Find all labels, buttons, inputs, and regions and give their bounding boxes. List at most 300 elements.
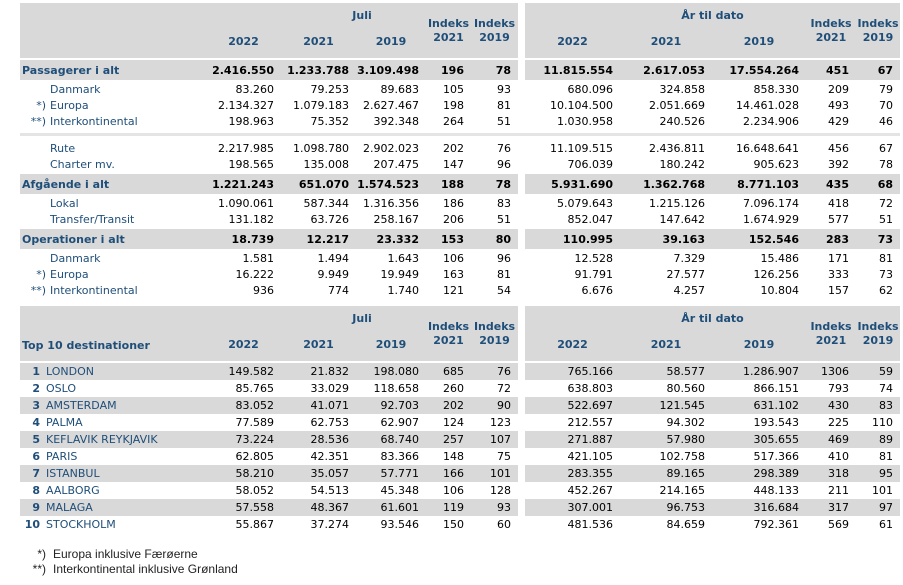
value-cell: 51 <box>497 114 511 128</box>
value-cell: 258.167 <box>373 212 419 226</box>
year-header: 2019 <box>712 25 806 58</box>
value-cell: 97 <box>856 499 900 516</box>
value-cell: 2.436.811 <box>649 141 705 155</box>
group-separator <box>518 431 525 448</box>
destination-label: LONDON <box>46 365 94 378</box>
value-cell: 631.102 <box>712 397 806 414</box>
destination-label: ISTANBUL <box>46 467 100 480</box>
value-cell: 1.098.780 <box>293 141 349 155</box>
value-cell: 78 <box>879 157 893 171</box>
value-cell: 150 <box>443 518 464 531</box>
value-cell: 392 <box>828 157 849 171</box>
value-cell: 6.676 <box>581 283 613 297</box>
group-separator <box>518 465 525 482</box>
value-cell: 80 <box>471 229 518 249</box>
value-cell: 316.684 <box>712 499 806 516</box>
value-cell: 72 <box>497 382 511 395</box>
group-separator <box>518 156 525 172</box>
value-cell: 2.051.669 <box>649 98 705 112</box>
traffic-totals-body <box>20 60 903 298</box>
year-header: 2019 <box>356 328 426 361</box>
top10-body <box>20 363 903 533</box>
value-cell: 153 <box>426 229 471 249</box>
value-cell: 37.274 <box>310 518 349 531</box>
value-cell: 317 <box>806 499 856 516</box>
value-cell: 78 <box>471 174 518 194</box>
value-cell: 7.096.174 <box>743 196 799 210</box>
value-cell: 429 <box>828 114 849 128</box>
value-cell: 180.242 <box>659 157 705 171</box>
value-cell: 123 <box>490 416 511 429</box>
table-row <box>20 113 900 129</box>
value-cell: 2.617.053 <box>620 60 712 80</box>
value-cell: 79 <box>879 82 893 96</box>
value-cell: 101 <box>471 465 518 482</box>
row-label-cell <box>20 156 206 172</box>
value-cell: 12.217 <box>281 229 356 249</box>
table-row <box>20 174 900 194</box>
footnote-text: Europa inklusive Færøerne <box>53 547 198 561</box>
value-cell: 62.753 <box>310 416 349 429</box>
group-separator <box>518 113 525 129</box>
year-header: 2022 <box>206 328 281 361</box>
value-cell: 19.949 <box>380 267 419 281</box>
value-cell: 57.980 <box>620 431 712 448</box>
value-cell: 651.070 <box>281 174 356 194</box>
year-header: 2021 <box>620 25 712 58</box>
value-cell: 85.765 <box>235 382 274 395</box>
value-cell: 93 <box>497 82 511 96</box>
value-cell: 2.416.550 <box>206 60 281 80</box>
value-cell: 106 <box>443 251 464 265</box>
value-cell: 706.039 <box>567 157 613 171</box>
value-cell: 46 <box>879 114 893 128</box>
rank-number: 5 <box>32 433 40 446</box>
value-cell: 68.740 <box>356 431 426 448</box>
value-cell: 1.030.958 <box>557 114 613 128</box>
value-cell: 124 <box>443 416 464 429</box>
rank-number: 6 <box>32 450 40 463</box>
value-cell: 211 <box>828 484 849 497</box>
value-cell: 16.648.641 <box>736 141 799 155</box>
value-cell: 76 <box>497 141 511 155</box>
value-cell: 198.963 <box>228 114 274 128</box>
value-cell: 685 <box>426 363 471 380</box>
row-label: Operationer i alt <box>22 232 125 246</box>
group-separator <box>518 81 525 97</box>
value-cell: 48.367 <box>281 499 356 516</box>
value-cell: 1.574.523 <box>356 174 426 194</box>
value-cell: 5.079.643 <box>557 196 613 210</box>
value-cell: 95 <box>856 465 900 482</box>
destination-label: MALAGA <box>46 501 93 514</box>
index-header: Indeks 2019 <box>471 3 518 58</box>
group-separator <box>518 282 525 298</box>
group-separator <box>518 195 525 211</box>
value-cell: 430 <box>806 397 856 414</box>
row-label-cell <box>20 140 206 156</box>
value-cell: 333 <box>828 267 849 281</box>
row-label-cell <box>20 211 206 227</box>
value-cell: 148 <box>443 450 464 463</box>
group-separator <box>518 140 525 156</box>
value-cell: 1.581 <box>242 251 274 265</box>
section-divider <box>20 133 900 136</box>
value-cell: 41.071 <box>281 397 356 414</box>
value-cell: 58.577 <box>620 363 712 380</box>
value-cell: 517.366 <box>753 450 799 463</box>
value-cell: 638.803 <box>567 382 613 395</box>
row-label-cell <box>20 113 206 129</box>
table-row <box>20 81 900 97</box>
value-cell: 8.771.103 <box>712 174 806 194</box>
value-cell: 318 <box>806 465 856 482</box>
value-cell: 198 <box>443 98 464 112</box>
value-cell: 67 <box>856 60 900 80</box>
year-header: 2022 <box>525 328 620 361</box>
value-cell: 63.726 <box>310 212 349 226</box>
value-cell: 1.079.183 <box>293 98 349 112</box>
value-cell: 774 <box>328 283 349 297</box>
value-cell: 2.234.906 <box>743 114 799 128</box>
value-cell: 858.330 <box>753 82 799 96</box>
value-cell: 418 <box>828 196 849 210</box>
table-row <box>20 140 900 156</box>
table-row <box>20 282 900 298</box>
footnotes <box>0 547 903 577</box>
table-row <box>20 431 900 448</box>
value-cell: 89.683 <box>380 82 419 96</box>
value-cell: 149.582 <box>206 363 281 380</box>
value-cell: 152.546 <box>712 229 806 249</box>
month-group-header: Juli <box>206 3 518 25</box>
value-cell: 77.589 <box>235 416 274 429</box>
footnote-text: Interkontinental inklusive Grønland <box>53 562 238 576</box>
ytd-group-header: År til dato <box>525 3 900 25</box>
value-cell: 102.758 <box>659 450 705 463</box>
value-cell: 852.047 <box>567 212 613 226</box>
index-header: Indeks 2021 <box>426 306 471 361</box>
value-cell: 1.233.788 <box>281 60 356 80</box>
value-cell: 456 <box>828 141 849 155</box>
value-cell: 392.348 <box>373 114 419 128</box>
value-cell: 54.513 <box>310 484 349 497</box>
value-cell: 121.545 <box>620 397 712 414</box>
value-cell: 61 <box>879 518 893 531</box>
value-cell: 28.536 <box>281 431 356 448</box>
value-cell: 163 <box>443 267 464 281</box>
row-label-cell <box>20 60 206 80</box>
index-header: Indeks 2021 <box>806 306 856 361</box>
value-cell: 35.057 <box>281 465 356 482</box>
value-cell: 166 <box>426 465 471 482</box>
year-header: 2021 <box>620 328 712 361</box>
value-cell: 18.739 <box>206 229 281 249</box>
year-header: 2019 <box>712 328 806 361</box>
value-cell: 70 <box>879 98 893 112</box>
value-cell: 74 <box>879 382 893 395</box>
row-label: Europa <box>50 98 89 112</box>
row-label-cell <box>20 250 206 266</box>
table-row <box>20 60 900 80</box>
value-cell: 89.165 <box>620 465 712 482</box>
group-separator <box>518 266 525 282</box>
row-label-cell <box>20 397 206 414</box>
table-row <box>20 211 900 227</box>
value-cell: 57.558 <box>206 499 281 516</box>
value-cell: 1.674.929 <box>743 212 799 226</box>
value-cell: 522.697 <box>525 397 620 414</box>
value-cell: 51 <box>497 212 511 226</box>
group-separator <box>518 229 525 249</box>
value-cell: 84.659 <box>666 518 705 531</box>
value-cell: 1.494 <box>317 251 349 265</box>
value-cell: 89 <box>856 431 900 448</box>
value-cell: 73 <box>879 267 893 281</box>
value-cell: 83.052 <box>206 397 281 414</box>
value-cell: 1.740 <box>387 283 419 297</box>
value-cell: 58.052 <box>235 484 274 497</box>
row-label-cell <box>20 195 206 211</box>
row-label: Passagerer i alt <box>22 63 120 77</box>
value-cell: 2.134.327 <box>218 98 274 112</box>
value-cell: 1.221.243 <box>206 174 281 194</box>
row-label: Danmark <box>50 82 101 96</box>
rank-number: 4 <box>32 416 40 429</box>
value-cell: 792.361 <box>753 518 799 531</box>
value-cell: 14.461.028 <box>736 98 799 112</box>
value-cell: 60 <box>497 518 511 531</box>
value-cell: 936 <box>253 283 274 297</box>
row-label-cell <box>20 363 206 380</box>
group-separator <box>518 211 525 227</box>
value-cell: 110.995 <box>525 229 620 249</box>
footnote-line <box>0 562 903 577</box>
group-separator <box>518 306 525 361</box>
destination-label: AMSTERDAM <box>46 399 117 412</box>
footnote-marker: **) <box>30 283 46 297</box>
value-cell: 126.256 <box>753 267 799 281</box>
value-cell: 118.658 <box>373 382 419 395</box>
value-cell: 7.329 <box>673 251 705 265</box>
value-cell: 81 <box>879 251 893 265</box>
value-cell: 5.931.690 <box>525 174 620 194</box>
value-cell: 171 <box>828 251 849 265</box>
group-separator <box>518 174 525 194</box>
value-cell: 15.486 <box>760 251 799 265</box>
value-cell: 79.253 <box>310 82 349 96</box>
value-cell: 17.554.264 <box>712 60 806 80</box>
footnote-marker: **) <box>32 562 46 576</box>
table-row <box>20 397 900 414</box>
value-cell: 1.215.126 <box>649 196 705 210</box>
footnote-marker: *) <box>36 267 46 281</box>
group-separator <box>518 3 525 58</box>
value-cell: 448.133 <box>753 484 799 497</box>
value-cell: 68 <box>856 174 900 194</box>
value-cell: 298.389 <box>712 465 806 482</box>
table-row <box>20 380 900 397</box>
value-cell: 1306 <box>806 363 856 380</box>
value-cell: 206 <box>443 212 464 226</box>
value-cell: 469 <box>806 431 856 448</box>
group-separator <box>518 482 525 499</box>
value-cell: 62.907 <box>380 416 419 429</box>
value-cell: 96 <box>497 251 511 265</box>
table-row <box>20 363 900 380</box>
value-cell: 207.475 <box>373 157 419 171</box>
value-cell: 569 <box>828 518 849 531</box>
footnote-marker: *) <box>37 547 46 561</box>
value-cell: 73 <box>856 229 900 249</box>
value-cell: 283.355 <box>525 465 620 482</box>
value-cell: 264 <box>443 114 464 128</box>
value-cell: 793 <box>828 382 849 395</box>
index-header: Indeks 2021 <box>806 3 856 58</box>
value-cell: 91.791 <box>574 267 613 281</box>
group-separator <box>518 380 525 397</box>
value-cell: 76 <box>471 363 518 380</box>
destination-label: KEFLAVIK REYKJAVIK <box>46 433 158 446</box>
group-separator <box>518 397 525 414</box>
value-cell: 83 <box>856 397 900 414</box>
value-cell: 62 <box>879 283 893 297</box>
row-label-cell <box>20 499 206 516</box>
value-cell: 72 <box>879 196 893 210</box>
value-cell: 62.805 <box>235 450 274 463</box>
value-cell: 81 <box>497 267 511 281</box>
value-cell: 324.858 <box>659 82 705 96</box>
value-cell: 157 <box>828 283 849 297</box>
value-cell: 209 <box>828 82 849 96</box>
value-cell: 75 <box>497 450 511 463</box>
index-header: Indeks 2021 <box>426 3 471 58</box>
value-cell: 198.080 <box>356 363 426 380</box>
value-cell: 23.332 <box>356 229 426 249</box>
row-label-cell <box>20 81 206 97</box>
footnote-marker: *) <box>36 98 46 112</box>
row-label-cell <box>20 482 206 499</box>
value-cell: 3.109.498 <box>356 60 426 80</box>
value-cell: 435 <box>806 174 856 194</box>
value-cell: 42.351 <box>310 450 349 463</box>
value-cell: 94.302 <box>666 416 705 429</box>
value-cell: 305.655 <box>712 431 806 448</box>
destination-label: STOCKHOLM <box>46 518 116 531</box>
table-row <box>20 482 900 499</box>
value-cell: 493 <box>828 98 849 112</box>
destination-label: PALMA <box>46 416 83 429</box>
traffic-totals-table <box>20 3 903 298</box>
value-cell: 55.867 <box>235 518 274 531</box>
value-cell: 147.642 <box>659 212 705 226</box>
value-cell: 119 <box>426 499 471 516</box>
value-cell: 11.109.515 <box>550 141 613 155</box>
value-cell: 193.543 <box>753 416 799 429</box>
value-cell: 67 <box>879 141 893 155</box>
value-cell: 1.286.907 <box>712 363 806 380</box>
group-separator <box>518 414 525 431</box>
value-cell: 257 <box>426 431 471 448</box>
footnote-line <box>0 547 903 562</box>
row-label: Lokal <box>50 196 79 210</box>
value-cell: 16.222 <box>235 267 274 281</box>
row-label-cell <box>20 97 206 113</box>
value-cell: 81 <box>879 450 893 463</box>
row-label-cell <box>20 414 206 431</box>
group-separator <box>518 448 525 465</box>
value-cell: 188 <box>426 174 471 194</box>
table-row <box>20 266 900 282</box>
value-cell: 1.090.061 <box>218 196 274 210</box>
group-separator <box>518 363 525 380</box>
value-cell: 4.257 <box>673 283 705 297</box>
value-cell: 1.362.768 <box>620 174 712 194</box>
value-cell: 83.366 <box>380 450 419 463</box>
row-label-cell <box>20 380 206 397</box>
top10-title: Top 10 destinationer <box>20 306 206 361</box>
month-group-header: Juli <box>206 306 518 328</box>
value-cell: 106 <box>443 484 464 497</box>
year-header: 2021 <box>281 328 356 361</box>
value-cell: 2.627.467 <box>363 98 419 112</box>
value-cell: 96 <box>497 157 511 171</box>
value-cell: 39.163 <box>620 229 712 249</box>
value-cell: 33.029 <box>310 382 349 395</box>
row-label: Europa <box>50 267 89 281</box>
value-cell: 12.528 <box>574 251 613 265</box>
row-label-cell <box>20 448 206 465</box>
value-cell: 410 <box>828 450 849 463</box>
row-label-cell <box>20 431 206 448</box>
row-label-cell <box>20 174 206 194</box>
index-header: Indeks 2019 <box>856 3 900 58</box>
rank-number: 10 <box>24 518 40 531</box>
row-label: Rute <box>50 141 76 155</box>
destination-label: PARIS <box>46 450 78 463</box>
value-cell: 80.560 <box>666 382 705 395</box>
value-cell: 10.104.500 <box>550 98 613 112</box>
value-cell: 680.096 <box>567 82 613 96</box>
index-header: Indeks 2019 <box>471 306 518 361</box>
table-row <box>20 448 900 465</box>
group-separator <box>518 60 525 80</box>
value-cell: 101 <box>872 484 893 497</box>
year-header: 2021 <box>281 25 356 58</box>
row-label: Afgående i alt <box>22 177 110 191</box>
value-cell: 61.601 <box>356 499 426 516</box>
value-cell: 83 <box>497 196 511 210</box>
value-cell: 73.224 <box>206 431 281 448</box>
value-cell: 10.804 <box>760 283 799 297</box>
value-cell: 2.902.023 <box>363 141 419 155</box>
table-row <box>20 97 900 113</box>
value-cell: 1.643 <box>387 251 419 265</box>
table-row <box>20 499 900 516</box>
value-cell: 57.771 <box>356 465 426 482</box>
value-cell: 905.623 <box>753 157 799 171</box>
value-cell: 58.210 <box>206 465 281 482</box>
value-cell: 271.887 <box>525 431 620 448</box>
value-cell: 90 <box>471 397 518 414</box>
group-separator <box>518 250 525 266</box>
row-label: Transfer/Transit <box>50 212 135 226</box>
table-row <box>20 516 900 533</box>
row-label-cell <box>20 516 206 533</box>
value-cell: 260 <box>443 382 464 395</box>
value-cell: 307.001 <box>525 499 620 516</box>
group-separator <box>518 516 525 533</box>
